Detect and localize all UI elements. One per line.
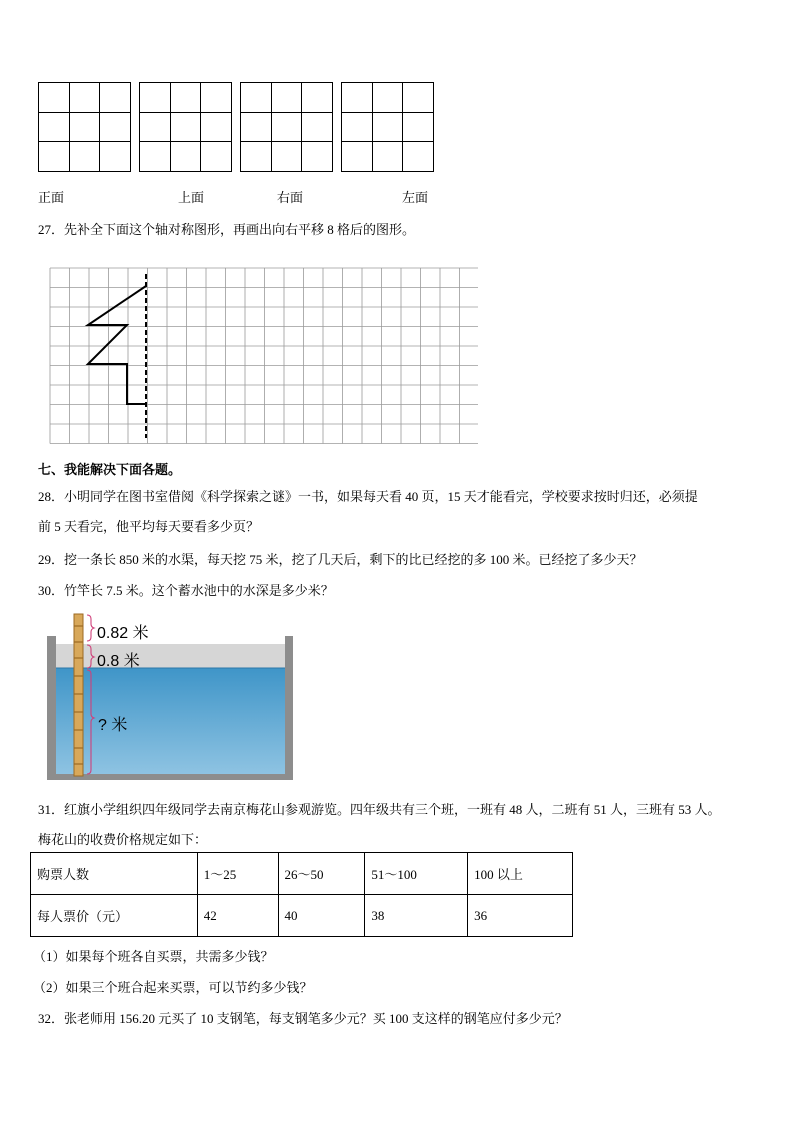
question-31-line1: 31．红旗小学组织四年级同学去南京梅花山参观游览。四年级共有三个班，一班有 48 人，二班有 51 人，三班有 53 人。 [38,802,721,817]
question-28-line1: 28．小明同学在图书室借阅《科学探索之谜》一书，如果每天看 40 页，15 天才能看完，学校要求按时归还，必须提 [38,489,698,504]
view-label-right: 右面 [277,190,304,205]
ticket-price-table [30,852,573,937]
table-cell: 100 以上 [468,853,573,895]
depth-label-mid: 0.8 米 [97,653,140,670]
view-label-left: 左面 [402,190,429,205]
table-cell: 51～100 [365,853,468,895]
table-cell: 每人票价（元） [31,895,198,937]
table-cell: 38 [365,895,468,937]
view-label-front: 正面 [38,190,65,205]
question-32: 32．张老师用 156.20 元买了 10 支钢笔，每支钢笔多少元？买 100 支这样的钢笔应付多少元？ [38,1011,568,1026]
question-27: 27．先补全下面这个轴对称图形，再画出向右平移 8 格后的图形。 [38,222,416,237]
section-7-title: 七、我能解决下面各题。 [38,462,182,477]
table-cell: 购票人数 [31,853,198,895]
symmetry-grid-figure [48,266,478,444]
view-grid-top [139,82,232,172]
question-31-line2: 梅花山的收费价格规定如下： [38,832,208,847]
view-grid-right [240,82,333,172]
question-28-line2: 前 5 天看完，他平均每天要看多少页？ [38,519,260,534]
question-29: 29．挖一条长 850 米的水渠，每天挖 75 米，挖了几天后，剩下的比已经挖的多 100 米。已经挖了多少天？ [38,552,643,567]
table-cell: 40 [278,895,365,937]
table-row [31,895,573,937]
question-31-sub1: （1）如果每个班各自买票，共需多少钱？ [33,949,274,964]
question-31-sub2: （2）如果三个班合起来买票，可以节约多少钱？ [33,980,313,995]
half-shape [88,286,146,404]
question-30: 30．竹竿长 7.5 米。这个蓄水池中的水深是多少米？ [38,583,334,598]
view-grid-front [38,82,131,172]
view-label-top: 上面 [178,190,205,205]
depth-label-water: ? 米 [98,717,128,734]
reservoir-figure [47,612,293,780]
table-cell: 1～25 [197,853,278,895]
view-grid-left [341,82,434,172]
table-cell: 36 [468,895,573,937]
table-cell: 42 [197,895,278,937]
depth-label-top: 0.82 米 [97,625,149,642]
table-row [31,853,573,895]
table-cell: 26～50 [278,853,365,895]
